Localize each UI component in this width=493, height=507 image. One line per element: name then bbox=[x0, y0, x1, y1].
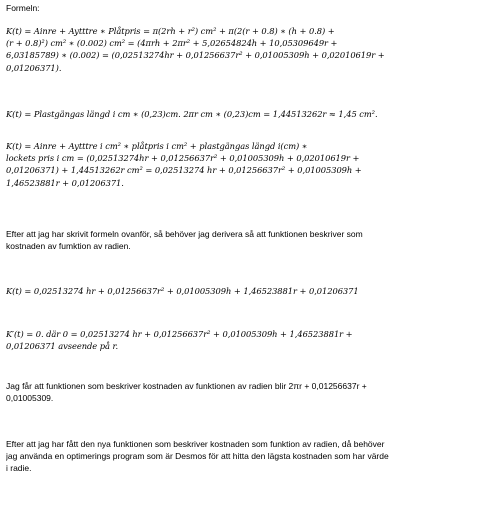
paragraph-line: Efter att jag har skrivit formeln ovanför, så behöver jag derivera så att funktionen beskriver som bbox=[6, 229, 363, 239]
formula-line: K(t) = Plastgängas längd i cm ∗ (0,23)cm. 2πr cm ∗ (0,23)cm = 1,44513262r ≈ 1,45 cm². bbox=[6, 109, 378, 119]
formula-combined-cost-block bbox=[6, 140, 488, 189]
paragraph-result bbox=[6, 380, 488, 404]
formula-derivative-block bbox=[6, 328, 488, 352]
heading-block bbox=[6, 2, 488, 14]
paragraph-line: Jag får att funktionen som beskriver kostnaden av funktionen av radien blir 2πr + 0,01256637r + bbox=[6, 381, 367, 391]
formula-line: K′(t) = 0. där 0 = 0,02513274 hr + 0,01256637r² + 0,01005309h + 1,46523881r + bbox=[6, 329, 353, 339]
formula-line: 0,01206371). bbox=[6, 62, 62, 73]
formula-line: K(t) = Ainre + Aytttre ∗ Plåtpris = π(2rh + r²) cm² + π(2(r + 0.8) ∗ (h + 0.8) + bbox=[6, 26, 335, 36]
document-page bbox=[6, 0, 488, 507]
formula-line: 0,01206371) + 1,44513262r cm² = 0,02513274 hr + 0,01256637r² + 0,01005309h + bbox=[6, 165, 362, 176]
document-heading: Formeln: bbox=[6, 3, 40, 13]
paragraph-optimization bbox=[6, 438, 488, 475]
formula-line: 0,01206371 avseende på r. bbox=[6, 341, 119, 352]
paragraph-line: Efter att jag har fått den nya funktionen som beskriver kostnaden som funktion av radien, då behöver bbox=[6, 439, 385, 449]
formula-line: 1,46523881r + 0,01206371. bbox=[6, 177, 124, 188]
formula-line: (r + 0.8)²) cm² ∗ (0.002) cm² = (4πrh + 2πr² + 5,02654824h + 10,05309649r + bbox=[6, 38, 338, 49]
formula-line: 6,03185789) ∗ (0.002) = (0,02513274hr + 0,01256637r² + 0,01005309h + 0,02010619r + bbox=[6, 50, 385, 61]
paragraph-derivative-intro bbox=[6, 228, 488, 252]
formula-simplified-block bbox=[6, 285, 488, 297]
paragraph-line: kostnaden av fumktion av radien. bbox=[6, 241, 131, 252]
formula-line: lockets pris i cm = (0,02513274hr + 0,01256637r² + 0,01005309h + 0,02010619r + bbox=[6, 153, 360, 164]
paragraph-line: jag använda en optimerings program som är Desmos för att hitta den lägsta kostnaden som har värde bbox=[6, 451, 389, 462]
paragraph-line: i radie. bbox=[6, 463, 32, 474]
formula-plastic-thread-block bbox=[6, 108, 488, 120]
formula-total-cost-block bbox=[6, 25, 488, 74]
formula-line: K(t) = 0,02513274 hr + 0,01256637r² + 0,01005309h + 1,46523881r + 0,01206371 bbox=[6, 286, 359, 296]
paragraph-line: 0,01005309. bbox=[6, 393, 54, 404]
formula-line: K(t) = Ainre + Aytttre i cm² ∗ plåtpris i cm² + plastgängas längd i(cm) ∗ bbox=[6, 141, 308, 151]
